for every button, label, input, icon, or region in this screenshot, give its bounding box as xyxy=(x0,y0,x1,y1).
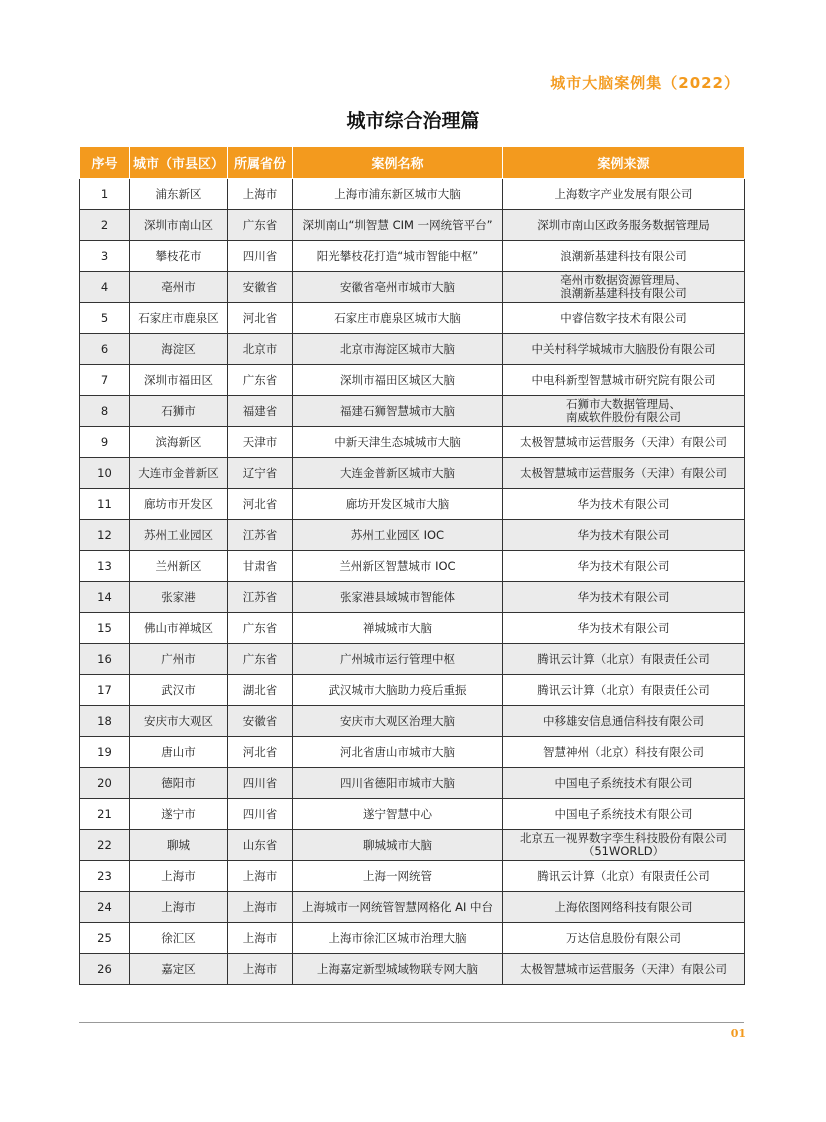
cell-case-source: 上海数字产业发展有限公司 xyxy=(503,179,745,210)
cell-index: 19 xyxy=(80,737,130,768)
cell-case-name: 聊城城市大脑 xyxy=(293,830,503,861)
cell-index: 18 xyxy=(80,706,130,737)
cell-case-name: 四川省德阳市城市大脑 xyxy=(293,768,503,799)
table-row xyxy=(80,272,745,303)
cell-index: 24 xyxy=(80,892,130,923)
cell-city: 遂宁市 xyxy=(130,799,228,830)
cell-city: 亳州市 xyxy=(130,272,228,303)
cell-province: 安徽省 xyxy=(228,706,293,737)
cell-case-source: 中电科新型智慧城市研究院有限公司 xyxy=(503,365,745,396)
cell-index: 26 xyxy=(80,954,130,985)
cell-case-name: 广州城市运行管理中枢 xyxy=(293,644,503,675)
table-row xyxy=(80,954,745,985)
table-row xyxy=(80,706,745,737)
cell-province: 安徽省 xyxy=(228,272,293,303)
cell-province: 甘肃省 xyxy=(228,551,293,582)
cell-province: 江苏省 xyxy=(228,582,293,613)
cell-city: 苏州工业园区 xyxy=(130,520,228,551)
cell-province: 四川省 xyxy=(228,768,293,799)
table-body xyxy=(80,179,745,985)
table-row xyxy=(80,613,745,644)
document-header-title: 城市大脑案例集（2022） xyxy=(550,74,740,92)
cell-case-name: 深圳南山“圳智慧 CIM 一网统管平台” xyxy=(293,210,503,241)
cell-case-name: 上海一网统管 xyxy=(293,861,503,892)
column-header-case-name: 案例名称 xyxy=(293,147,503,179)
cell-case-source: 亳州市数据资源管理局、 浪潮新基建科技有限公司 xyxy=(503,272,745,303)
cell-case-name: 深圳市福田区城区大脑 xyxy=(293,365,503,396)
cell-case-source: 万达信息股份有限公司 xyxy=(503,923,745,954)
cell-case-name: 上海市徐汇区城市治理大脑 xyxy=(293,923,503,954)
cell-province: 上海市 xyxy=(228,954,293,985)
cell-case-name: 禅城城市大脑 xyxy=(293,613,503,644)
cell-province: 福建省 xyxy=(228,396,293,427)
cell-index: 17 xyxy=(80,675,130,706)
table-row xyxy=(80,861,745,892)
cell-case-name: 中新天津生态城城市大脑 xyxy=(293,427,503,458)
cell-case-source: 智慧神州（北京）科技有限公司 xyxy=(503,737,745,768)
cell-case-name: 安庆市大观区治理大脑 xyxy=(293,706,503,737)
column-header-city: 城市（市县区） xyxy=(130,147,228,179)
cell-province: 广东省 xyxy=(228,210,293,241)
cell-case-name: 石家庄市鹿泉区城市大脑 xyxy=(293,303,503,334)
cell-city: 廊坊市开发区 xyxy=(130,489,228,520)
cell-case-name: 廊坊开发区城市大脑 xyxy=(293,489,503,520)
cell-province: 河北省 xyxy=(228,489,293,520)
cell-case-source: 上海依图网络科技有限公司 xyxy=(503,892,745,923)
cell-case-name: 上海嘉定新型城域物联专网大脑 xyxy=(293,954,503,985)
table-row xyxy=(80,892,745,923)
cell-case-source: 腾讯云计算（北京）有限责任公司 xyxy=(503,644,745,675)
cell-index: 11 xyxy=(80,489,130,520)
cell-province: 上海市 xyxy=(228,861,293,892)
cell-case-name: 阳光攀枝花打造“城市智能中枢” xyxy=(293,241,503,272)
cell-index: 7 xyxy=(80,365,130,396)
table-row xyxy=(80,458,745,489)
table-row xyxy=(80,582,745,613)
cell-city: 深圳市福田区 xyxy=(130,365,228,396)
cell-case-source: 太极智慧城市运营服务（天津）有限公司 xyxy=(503,954,745,985)
table-row xyxy=(80,334,745,365)
cell-city: 石狮市 xyxy=(130,396,228,427)
cell-province: 天津市 xyxy=(228,427,293,458)
table-row xyxy=(80,427,745,458)
cell-index: 15 xyxy=(80,613,130,644)
column-header-case-source: 案例来源 xyxy=(503,147,745,179)
cell-case-name: 大连金普新区城市大脑 xyxy=(293,458,503,489)
cell-index: 13 xyxy=(80,551,130,582)
cell-case-name: 上海市浦东新区城市大脑 xyxy=(293,179,503,210)
cell-case-name: 遂宁智慧中心 xyxy=(293,799,503,830)
cell-case-source: 中关村科学城城市大脑股份有限公司 xyxy=(503,334,745,365)
table-row xyxy=(80,551,745,582)
cell-city: 徐汇区 xyxy=(130,923,228,954)
cell-city: 上海市 xyxy=(130,892,228,923)
cell-case-name: 苏州工业园区 IOC xyxy=(293,520,503,551)
cell-index: 21 xyxy=(80,799,130,830)
cell-case-source: 太极智慧城市运营服务（天津）有限公司 xyxy=(503,458,745,489)
cell-index: 16 xyxy=(80,644,130,675)
column-header-province: 所属省份 xyxy=(228,147,293,179)
cell-city: 张家港 xyxy=(130,582,228,613)
cell-province: 河北省 xyxy=(228,737,293,768)
cell-city: 海淀区 xyxy=(130,334,228,365)
table-row xyxy=(80,830,745,861)
cell-case-source: 石狮市大数据管理局、 南威软件股份有限公司 xyxy=(503,396,745,427)
section-title: 城市综合治理篇 xyxy=(346,110,480,132)
table-row xyxy=(80,768,745,799)
cell-province: 广东省 xyxy=(228,644,293,675)
table-row xyxy=(80,520,745,551)
cell-index: 20 xyxy=(80,768,130,799)
cell-case-source: 深圳市南山区政务服务数据管理局 xyxy=(503,210,745,241)
cell-case-source: 浪潮新基建科技有限公司 xyxy=(503,241,745,272)
cell-case-source: 北京五一视界数字孪生科技股份有限公司 （51WORLD） xyxy=(503,830,745,861)
cell-province: 广东省 xyxy=(228,365,293,396)
table-row xyxy=(80,210,745,241)
table-row xyxy=(80,644,745,675)
cell-index: 10 xyxy=(80,458,130,489)
cell-city: 武汉市 xyxy=(130,675,228,706)
cell-index: 12 xyxy=(80,520,130,551)
cell-index: 6 xyxy=(80,334,130,365)
table-row xyxy=(80,365,745,396)
cell-city: 上海市 xyxy=(130,861,228,892)
cell-province: 上海市 xyxy=(228,892,293,923)
footer-divider xyxy=(79,1022,744,1023)
column-header-index: 序号 xyxy=(80,147,130,179)
cell-index: 14 xyxy=(80,582,130,613)
table-row xyxy=(80,799,745,830)
cell-province: 江苏省 xyxy=(228,520,293,551)
cell-province: 四川省 xyxy=(228,241,293,272)
cell-case-source: 华为技术有限公司 xyxy=(503,551,745,582)
cell-city: 兰州新区 xyxy=(130,551,228,582)
cell-index: 5 xyxy=(80,303,130,334)
cell-index: 23 xyxy=(80,861,130,892)
cell-case-name: 兰州新区智慧城市 IOC xyxy=(293,551,503,582)
cell-index: 25 xyxy=(80,923,130,954)
cell-province: 辽宁省 xyxy=(228,458,293,489)
cell-index: 1 xyxy=(80,179,130,210)
cell-city: 德阳市 xyxy=(130,768,228,799)
table-row xyxy=(80,923,745,954)
cell-case-name: 河北省唐山市城市大脑 xyxy=(293,737,503,768)
cell-case-name: 武汉城市大脑助力疫后重振 xyxy=(293,675,503,706)
cell-province: 广东省 xyxy=(228,613,293,644)
cell-province: 上海市 xyxy=(228,923,293,954)
cell-city: 深圳市南山区 xyxy=(130,210,228,241)
cell-index: 8 xyxy=(80,396,130,427)
cell-index: 9 xyxy=(80,427,130,458)
table-row xyxy=(80,489,745,520)
page-number: 01 xyxy=(730,1027,746,1040)
cell-case-source: 中移雄安信息通信科技有限公司 xyxy=(503,706,745,737)
cell-province: 北京市 xyxy=(228,334,293,365)
cell-case-name: 福建石狮智慧城市大脑 xyxy=(293,396,503,427)
table-row xyxy=(80,241,745,272)
cell-city: 聊城 xyxy=(130,830,228,861)
cell-case-source: 华为技术有限公司 xyxy=(503,489,745,520)
cell-index: 2 xyxy=(80,210,130,241)
cell-province: 湖北省 xyxy=(228,675,293,706)
table-row xyxy=(80,303,745,334)
cell-city: 石家庄市鹿泉区 xyxy=(130,303,228,334)
cell-city: 佛山市禅城区 xyxy=(130,613,228,644)
cell-city: 广州市 xyxy=(130,644,228,675)
cell-province: 河北省 xyxy=(228,303,293,334)
cell-case-name: 上海城市一网统管智慧网格化 AI 中台 xyxy=(293,892,503,923)
cell-case-source: 腾讯云计算（北京）有限责任公司 xyxy=(503,861,745,892)
table-header-row xyxy=(80,147,745,179)
cell-city: 唐山市 xyxy=(130,737,228,768)
table-row xyxy=(80,179,745,210)
cell-index: 4 xyxy=(80,272,130,303)
cell-city: 攀枝花市 xyxy=(130,241,228,272)
cell-case-source: 中国电子系统技术有限公司 xyxy=(503,799,745,830)
cell-city: 嘉定区 xyxy=(130,954,228,985)
cell-province: 上海市 xyxy=(228,179,293,210)
table-row xyxy=(80,396,745,427)
cell-case-source: 中睿信数字技术有限公司 xyxy=(503,303,745,334)
cell-case-name: 安徽省亳州市城市大脑 xyxy=(293,272,503,303)
table-row xyxy=(80,675,745,706)
cell-index: 3 xyxy=(80,241,130,272)
cell-case-source: 华为技术有限公司 xyxy=(503,582,745,613)
case-table xyxy=(79,146,745,985)
cell-case-source: 中国电子系统技术有限公司 xyxy=(503,768,745,799)
cell-index: 22 xyxy=(80,830,130,861)
cell-case-source: 太极智慧城市运营服务（天津）有限公司 xyxy=(503,427,745,458)
cell-case-name: 张家港县域城市智能体 xyxy=(293,582,503,613)
cell-city: 大连市金普新区 xyxy=(130,458,228,489)
cell-case-name: 北京市海淀区城市大脑 xyxy=(293,334,503,365)
cell-city: 安庆市大观区 xyxy=(130,706,228,737)
cell-city: 浦东新区 xyxy=(130,179,228,210)
table-row xyxy=(80,737,745,768)
cell-case-source: 华为技术有限公司 xyxy=(503,520,745,551)
cell-province: 山东省 xyxy=(228,830,293,861)
cell-case-source: 华为技术有限公司 xyxy=(503,613,745,644)
cell-city: 滨海新区 xyxy=(130,427,228,458)
cell-province: 四川省 xyxy=(228,799,293,830)
cell-case-source: 腾讯云计算（北京）有限责任公司 xyxy=(503,675,745,706)
